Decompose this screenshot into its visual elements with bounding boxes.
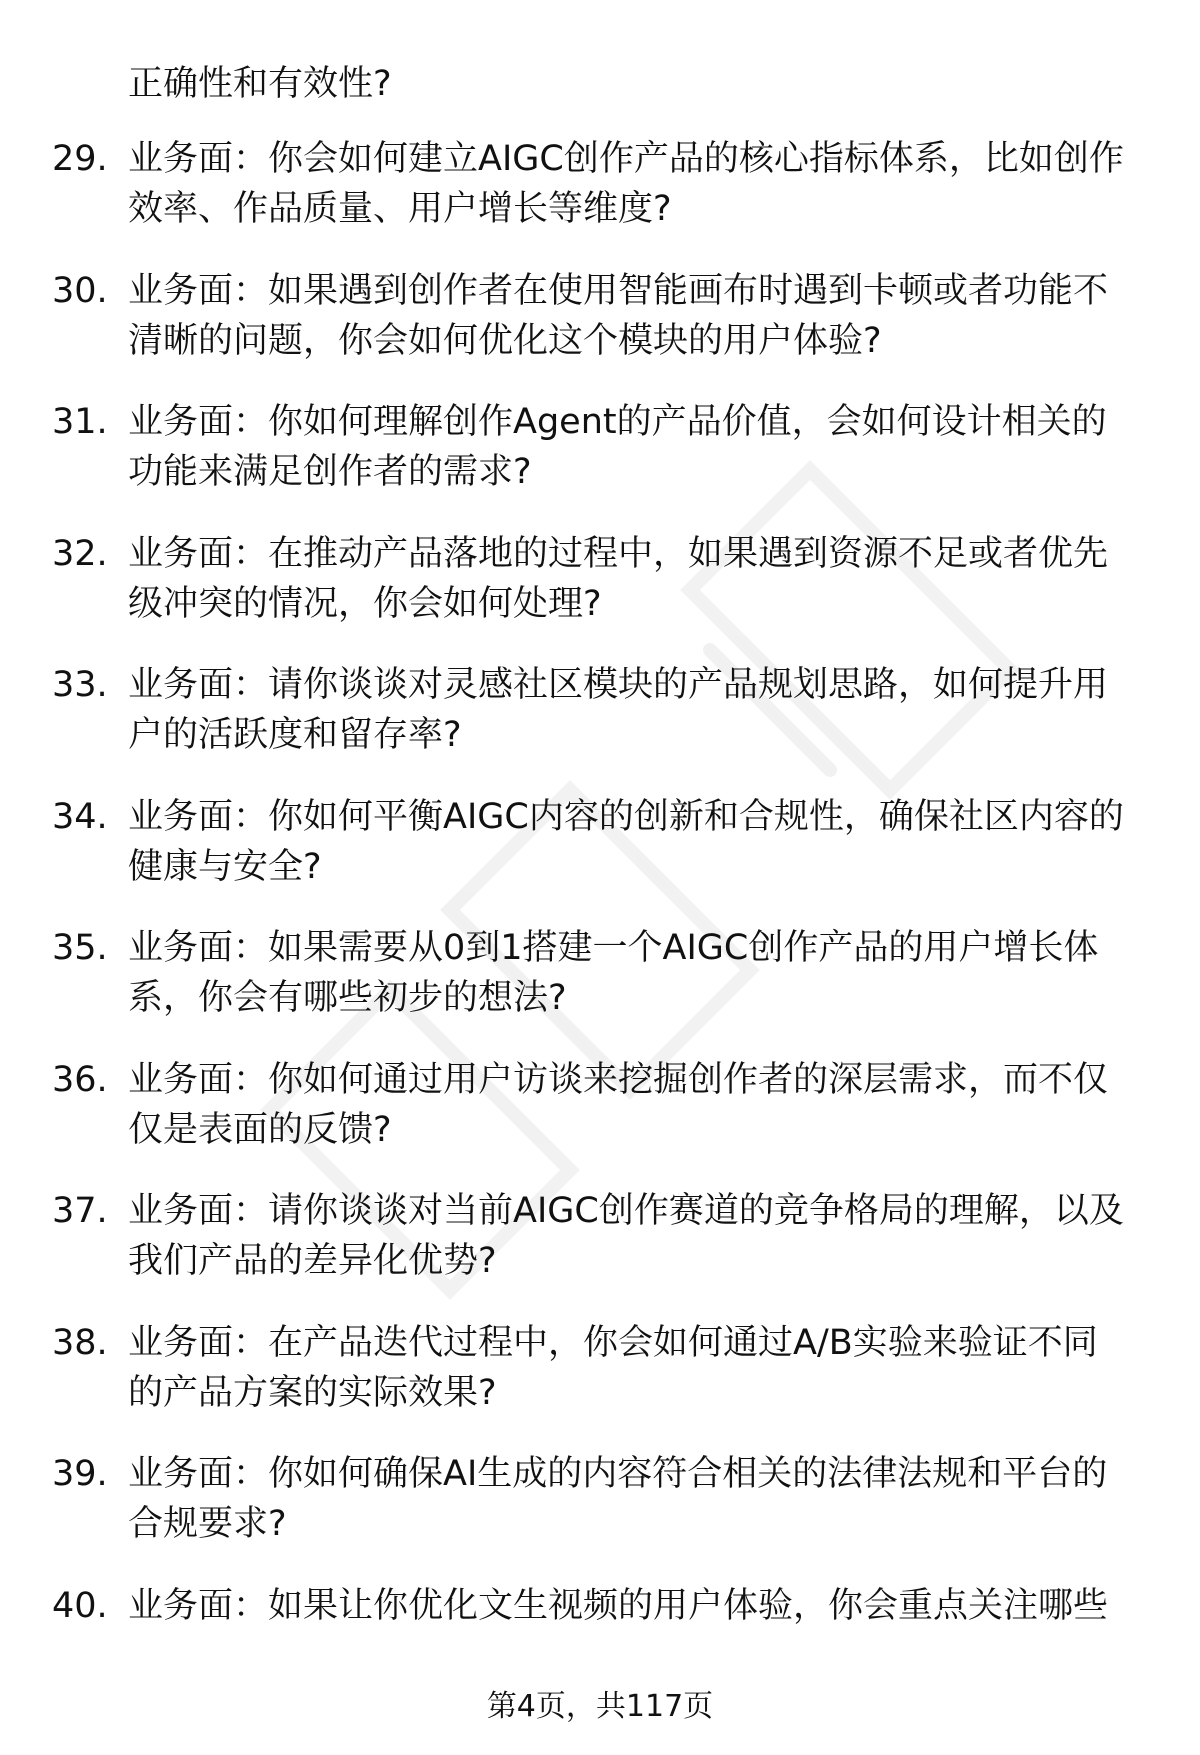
question-text-line: 业务面：在推动产品落地的过程中，如果遇到资源不足或者优先 — [128, 533, 1109, 574]
question-number: 36. — [52, 1059, 108, 1100]
list-item — [0, 923, 1200, 1055]
question-text-line: 业务面：如果让你优化文生视频的用户体验，你会重点关注哪些 — [128, 1585, 1109, 1626]
question-number: 29. — [52, 139, 108, 179]
question-text-line: 业务面：你如何通过用户访谈来挖掘创作者的深层需求，而不仅 — [128, 1059, 1109, 1100]
list-item — [0, 397, 1200, 529]
question-number: 32. — [52, 533, 108, 574]
question-number: 38. — [52, 1322, 108, 1363]
question-number: 31. — [52, 402, 108, 442]
question-text-line: 系，你会有哪些初步的想法? — [128, 978, 567, 1018]
question-list — [0, 134, 1200, 1712]
question-text-line: 的产品方案的实际效果? — [128, 1372, 497, 1413]
continuation-text: 正确性和有效性? — [128, 64, 392, 104]
question-text-line: 业务面：你如何确保AI生成的内容符合相关的法律法规和平台的 — [128, 1454, 1108, 1494]
question-number: 34. — [52, 796, 108, 837]
question-text-line: 业务面：请你谈谈对灵感社区模块的产品规划思路，如何提升用 — [128, 665, 1109, 705]
list-item — [0, 792, 1200, 924]
question-text-line: 业务面：你如何平衡AIGC内容的创新和合规性，确保社区内容的 — [128, 796, 1124, 837]
question-number: 37. — [52, 1191, 108, 1231]
question-text-line: 清晰的问题，你会如何优化这个模块的用户体验? — [128, 320, 882, 361]
question-text-line: 合规要求? — [128, 1504, 287, 1544]
question-text-line: 业务面：如果遇到创作者在使用智能画布时遇到卡顿或者功能不 — [128, 270, 1109, 311]
question-text-line: 户的活跃度和留存率? — [128, 715, 462, 755]
question-text-line: 业务面：如果需要从0到1搭建一个AIGC创作产品的用户增长体 — [128, 928, 1099, 968]
question-number: 39. — [52, 1454, 108, 1494]
question-text-line: 仅是表面的反馈? — [128, 1109, 392, 1150]
question-text-line: 健康与安全? — [128, 846, 322, 887]
question-text-line: 功能来满足创作者的需求? — [128, 452, 532, 492]
question-text-line: 我们产品的差异化优势? — [128, 1241, 497, 1281]
question-number: 35. — [52, 928, 108, 968]
question-text-line: 业务面：在产品迭代过程中，你会如何通过A/B实验来验证不同 — [128, 1322, 1098, 1363]
list-item — [0, 1449, 1200, 1581]
list-item — [0, 134, 1200, 266]
question-number: 40. — [52, 1585, 108, 1626]
list-item — [0, 529, 1200, 661]
question-number: 33. — [52, 665, 108, 705]
list-item — [0, 1055, 1200, 1187]
page-footer: 第4页，共117页 — [486, 1689, 714, 1724]
list-item — [0, 660, 1200, 792]
question-text-line: 业务面：你如何理解创作Agent的产品价值，会如何设计相关的 — [128, 402, 1107, 442]
list-item — [0, 266, 1200, 398]
question-text-line: 业务面：请你谈谈对当前AIGC创作赛道的竞争格局的理解，以及 — [128, 1191, 1124, 1231]
list-item — [0, 1186, 1200, 1318]
question-number: 30. — [52, 270, 108, 311]
question-text-line: 效率、作品质量、用户增长等维度? — [128, 189, 672, 229]
question-text-line: 业务面：你会如何建立AIGC创作产品的核心指标体系，比如创作 — [128, 139, 1124, 179]
list-item — [0, 1318, 1200, 1450]
question-text-line: 级冲突的情况，你会如何处理? — [128, 583, 602, 624]
